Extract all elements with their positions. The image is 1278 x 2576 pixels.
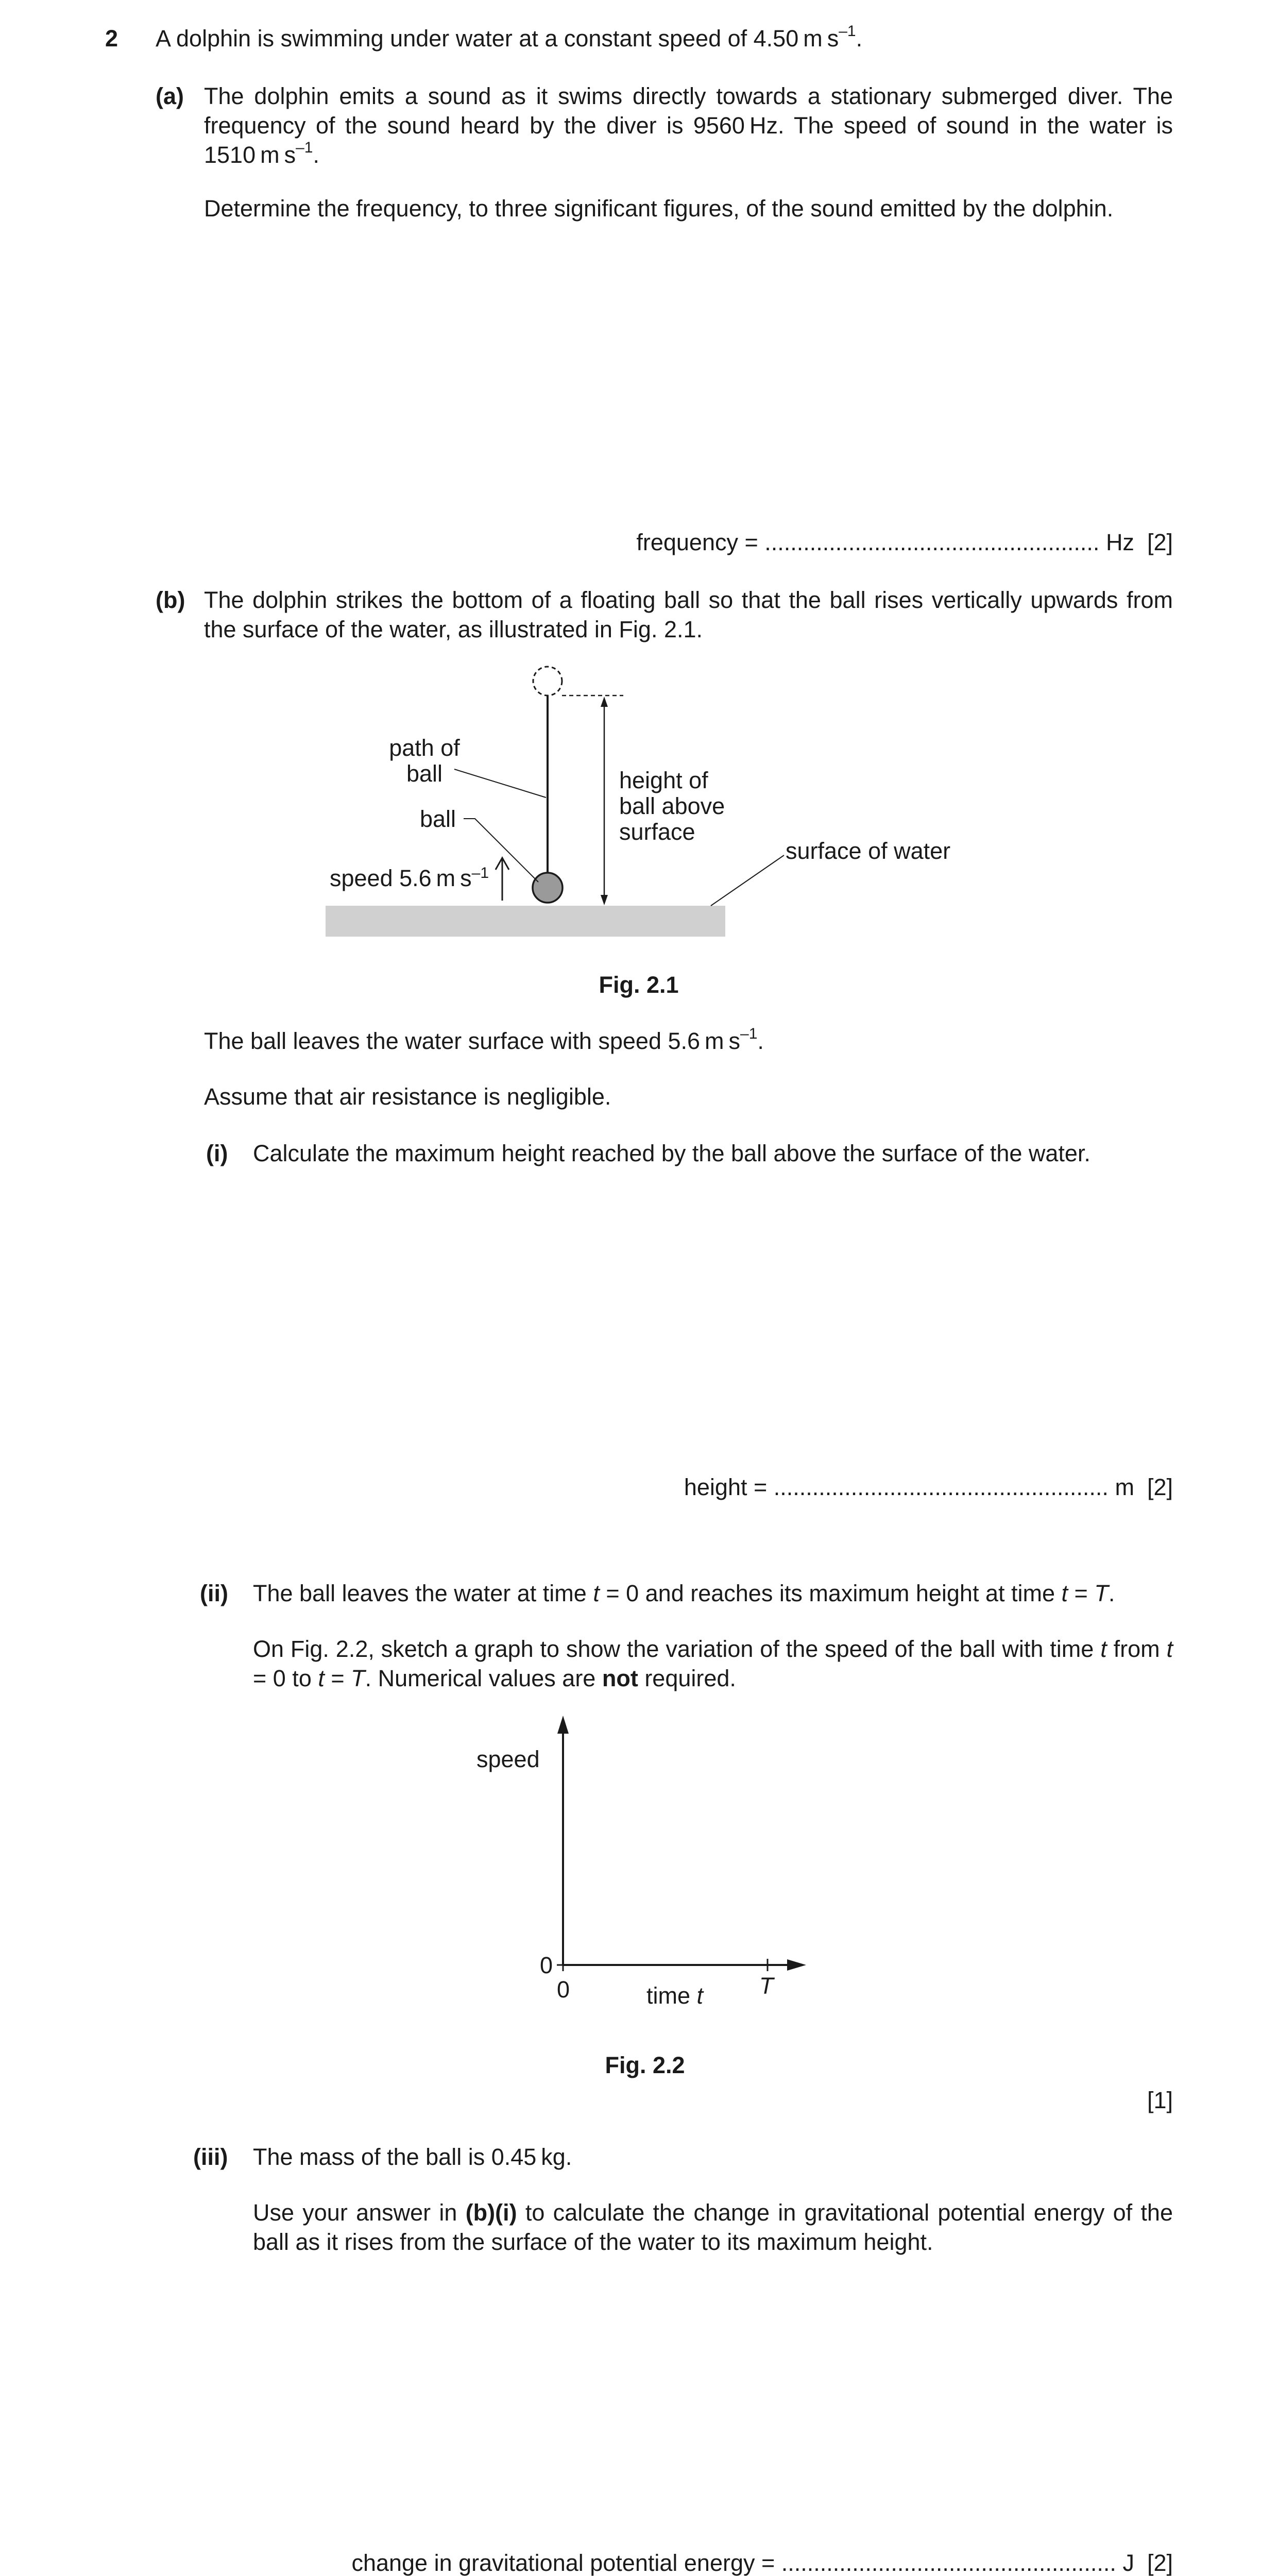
sketch-1: On Fig. 2.2, sketch a graph to show the variation of the speed of the ball with time	[253, 1636, 1101, 1662]
ii-T: T	[1094, 1580, 1109, 1606]
gpe-answer-unit: J	[1122, 2550, 1134, 2576]
height-answer-dots[interactable]: ....................................................	[773, 1474, 1109, 1500]
height-label-3: surface	[619, 819, 695, 845]
path-label-1: path of	[389, 735, 460, 761]
sketch-not: not	[602, 1665, 638, 1691]
speed-label-sup: –1	[471, 865, 489, 882]
height-label-2: ball above	[619, 793, 725, 819]
fig-2-2-caption: Fig. 2.2	[605, 2052, 685, 2078]
part-a-instruction: Determine the frequency, to three significant figures, of the sound emitted by the dolphin.	[204, 195, 1114, 222]
gpe-answer-line[interactable]	[351, 2548, 1173, 2576]
ii-t1: t	[593, 1580, 600, 1606]
height-answer-label: height =	[684, 1474, 768, 1500]
sketch-5: . Numerical values are	[365, 1665, 602, 1691]
iii-use-1: Use your answer in	[253, 2199, 466, 2226]
part-b-iii-text	[253, 2198, 1173, 2257]
part-a-label: (a)	[156, 83, 184, 109]
leaves-end: .	[757, 1028, 764, 1054]
part-a-sup: –1	[296, 139, 313, 156]
origin-y-label: 0	[540, 1952, 553, 1978]
intro-text: A dolphin is swimming under water at a constant speed of 4.50 m s	[156, 25, 839, 52]
sketch-2: from	[1106, 1636, 1167, 1662]
sketch-3: = 0 to	[253, 1665, 318, 1691]
sketch-4: =	[324, 1665, 351, 1691]
part-b-ii-marks: [1]	[1147, 2087, 1173, 2113]
ii-text-4: .	[1108, 1580, 1115, 1606]
ii-text-3: =	[1068, 1580, 1095, 1606]
origin-x-label: 0	[557, 1976, 570, 2003]
iii-use-ref: (b)(i)	[465, 2199, 517, 2226]
part-b-iii-label: (iii)	[193, 2144, 228, 2170]
sketch-6: required.	[638, 1665, 736, 1691]
part-b-iii-mass: The mass of the ball is 0.45 kg.	[253, 2144, 572, 2170]
part-b-label: (b)	[156, 587, 185, 613]
ii-text-2: = 0 and reaches its maximum height at time	[599, 1580, 1062, 1606]
surface-label: surface of water	[786, 838, 951, 864]
height-answer-marks: [2]	[1147, 1474, 1173, 1500]
part-a-body: The dolphin emits a sound as it swims directly towards a stationary submerged diver. The frequency of the sound heard by the diver is 9560 Hz. The speed of sound in the water is 1510 m s	[204, 83, 1173, 168]
part-b-ii-label: (ii)	[200, 1580, 228, 1606]
leaves-body: The ball leaves the water surface with speed 5.6 m s	[204, 1028, 741, 1054]
iii-use-2: to calculate the change in gravitational potential energy of the ball as it rises from the surface of the water to its maximum height.	[253, 2199, 1173, 2255]
intro-unit-sup: –1	[839, 23, 856, 40]
sketch-t1: t	[318, 1665, 325, 1691]
gpe-answer-dots[interactable]: ....................................................	[781, 2550, 1116, 2576]
ii-t2: t	[1061, 1580, 1068, 1606]
gpe-answer-marks: [2]	[1147, 2550, 1173, 2576]
x-axis-label-text: time	[646, 1982, 691, 2009]
gpe-answer-label: change in gravitational potential energy =	[351, 2550, 775, 2576]
height-answer-unit: m	[1115, 1474, 1134, 1500]
ii-text-1: The ball leaves the water at time	[253, 1580, 593, 1606]
height-label-1: height of	[619, 767, 708, 793]
T-label: T	[759, 1973, 774, 1999]
speed-label-text: speed 5.6 m s	[330, 865, 472, 891]
y-axis-label: speed	[476, 1746, 540, 1772]
frequency-dots[interactable]: ....................................................	[764, 529, 1100, 555]
x-axis-label	[646, 1982, 705, 2009]
part-b-i-text: Calculate the maximum height reached by the ball above the surface of the water.	[253, 1140, 1090, 1166]
y-axis-arrow	[557, 1716, 569, 1734]
part-b-i-label: (i)	[206, 1140, 228, 1166]
leaves-sup: –1	[740, 1025, 758, 1042]
question-number: 2	[105, 25, 118, 52]
intro-end: .	[856, 25, 863, 52]
path-label-2: ball	[406, 760, 443, 787]
sketch-t: t	[1100, 1636, 1107, 1662]
ball-label: ball	[420, 806, 456, 832]
frequency-unit: Hz	[1105, 529, 1134, 555]
part-b-text: The dolphin strikes the bottom of a floating ball so that the ball rises vertically upwards from the surface of the water, as illustrated in Fig. 2.1.	[204, 587, 1173, 642]
assume-text: Assume that air resistance is negligible.	[204, 1083, 611, 1110]
x-axis-arrow	[787, 1959, 806, 1971]
frequency-marks: [2]	[1147, 529, 1173, 555]
frequency-label: frequency =	[636, 529, 758, 555]
sketch-t0: t	[1166, 1636, 1173, 1662]
x-axis-label-t: t	[696, 1982, 704, 2009]
sketch-T: T	[351, 1665, 365, 1691]
part-a-end: .	[313, 142, 320, 168]
fig-2-1-caption: Fig. 2.1	[599, 972, 679, 998]
